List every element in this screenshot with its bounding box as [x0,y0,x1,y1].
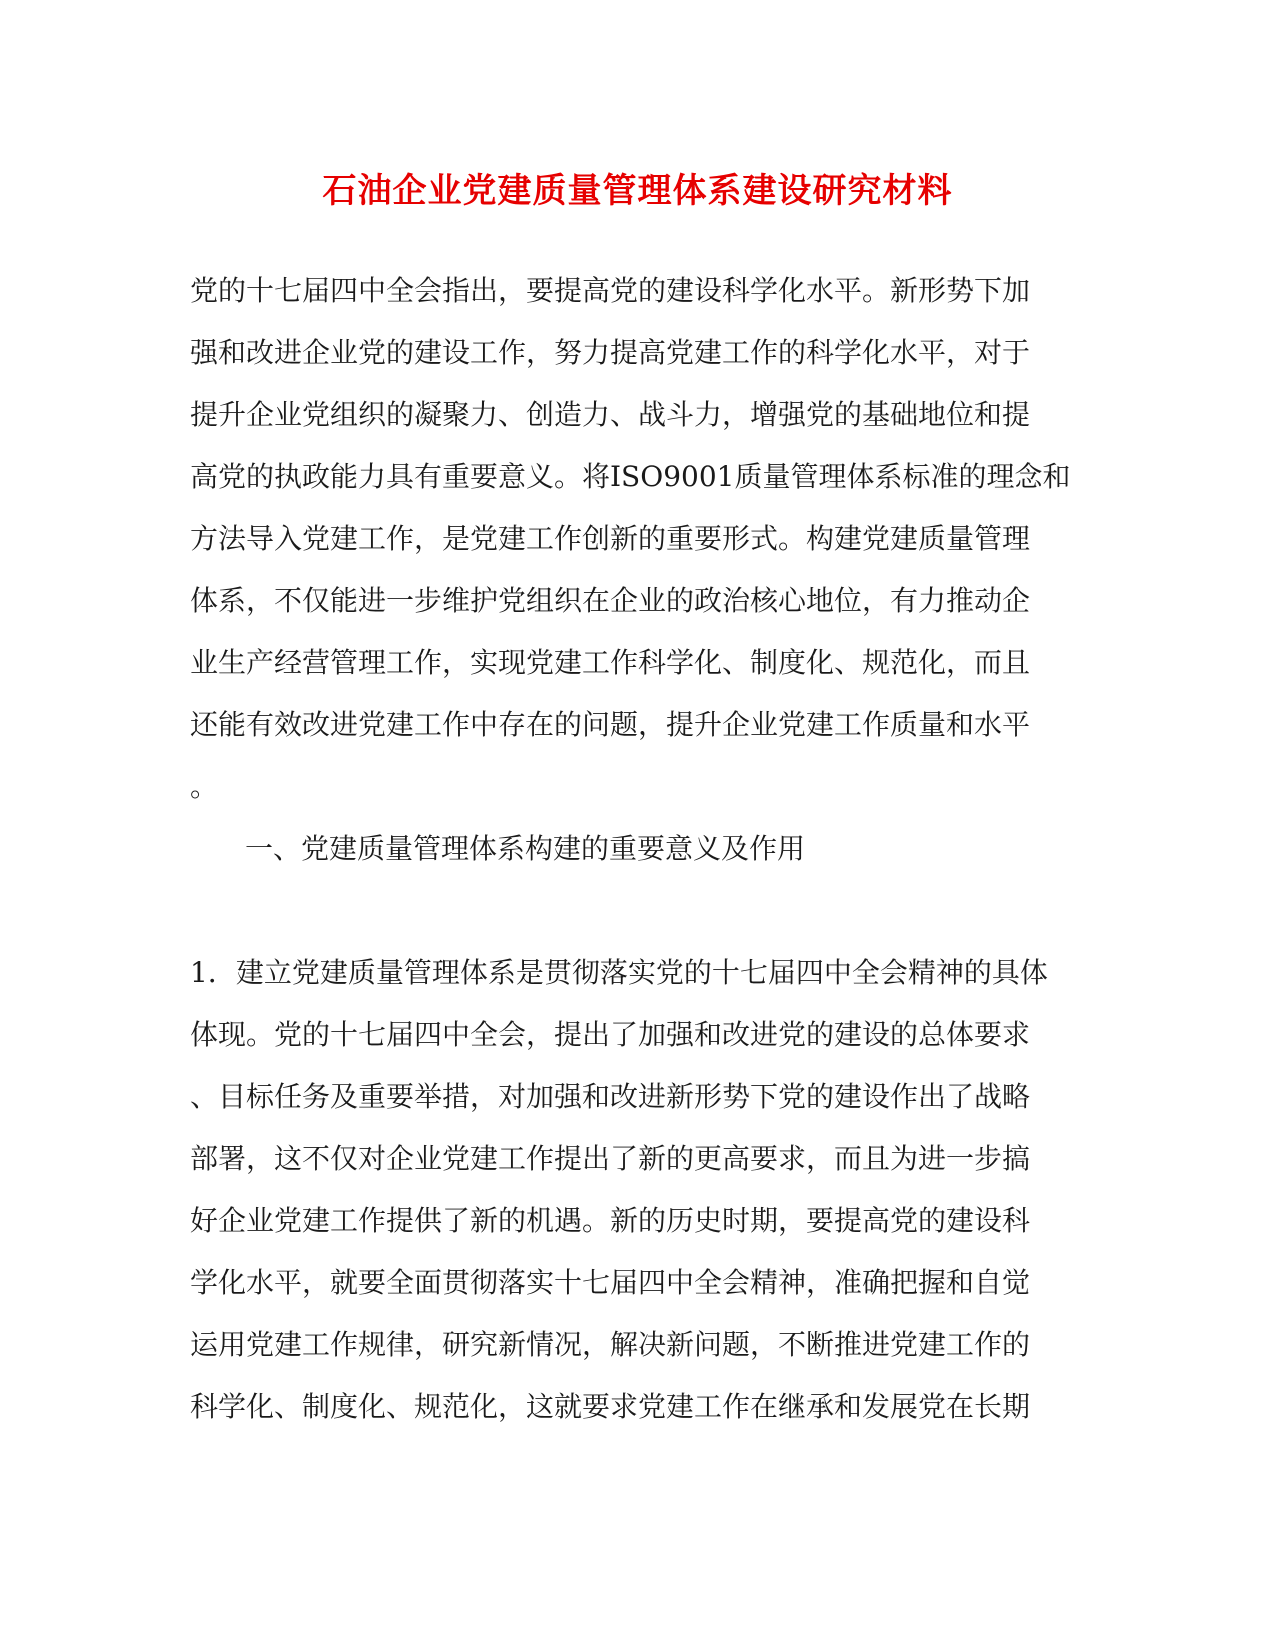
intro-line: 还能有效改进党建工作中存在的问题，提升企业党建工作质量和水平 [190,708,1031,741]
point1-line: 运用党建工作规律，研究新情况，解决新问题，不断推进党建工作的 [190,1328,1031,1361]
point1-line: 1．建立党建质量管理体系是贯彻落实党的十七届四中全会精神的具体 [190,956,1048,989]
point1-line: 部署，这不仅对企业党建工作提出了新的更高要求，而且为进一步搞 [190,1142,1031,1175]
document-title: 石油企业党建质量管理体系建设研究材料 [322,171,953,211]
point1-line: 好企业党建工作提供了新的机遇。新的历史时期，要提高党的建设科 [190,1204,1031,1237]
point1-line: 学化水平，就要全面贯彻落实十七届四中全会精神，准确把握和自觉 [190,1266,1031,1299]
intro-line: 业生产经营管理工作，实现党建工作科学化、制度化、规范化，而且 [190,646,1031,679]
intro-line: 提升企业党组织的凝聚力、创造力、战斗力，增强党的基础地位和提 [190,398,1031,431]
intro-line: 体系，不仅能进一步维护党组织在企业的政治核心地位，有力推动企 [190,584,1031,617]
point1-line: 、目标任务及重要举措，对加强和改进新形势下党的建设作出了战略 [190,1080,1031,1113]
intro-line: 方法导入党建工作，是党建工作创新的重要形式。构建党建质量管理 [190,522,1031,555]
point1-line: 科学化、制度化、规范化，这就要求党建工作在继承和发展党在长期 [190,1390,1031,1423]
section-heading: 一、党建质量管理体系构建的重要意义及作用 [245,832,806,865]
intro-line: 强和改进企业党的建设工作，努力提高党建工作的科学化水平，对于 [190,336,1031,369]
point1-line: 体现。党的十七届四中全会，提出了加强和改进党的建设的总体要求 [190,1018,1031,1051]
intro-line: 党的十七届四中全会指出，要提高党的建设科学化水平。新形势下加 [190,274,1031,307]
intro-line: 高党的执政能力具有重要意义。将ISO9001质量管理体系标准的理念和 [190,460,1071,493]
intro-line: 。 [190,770,219,803]
